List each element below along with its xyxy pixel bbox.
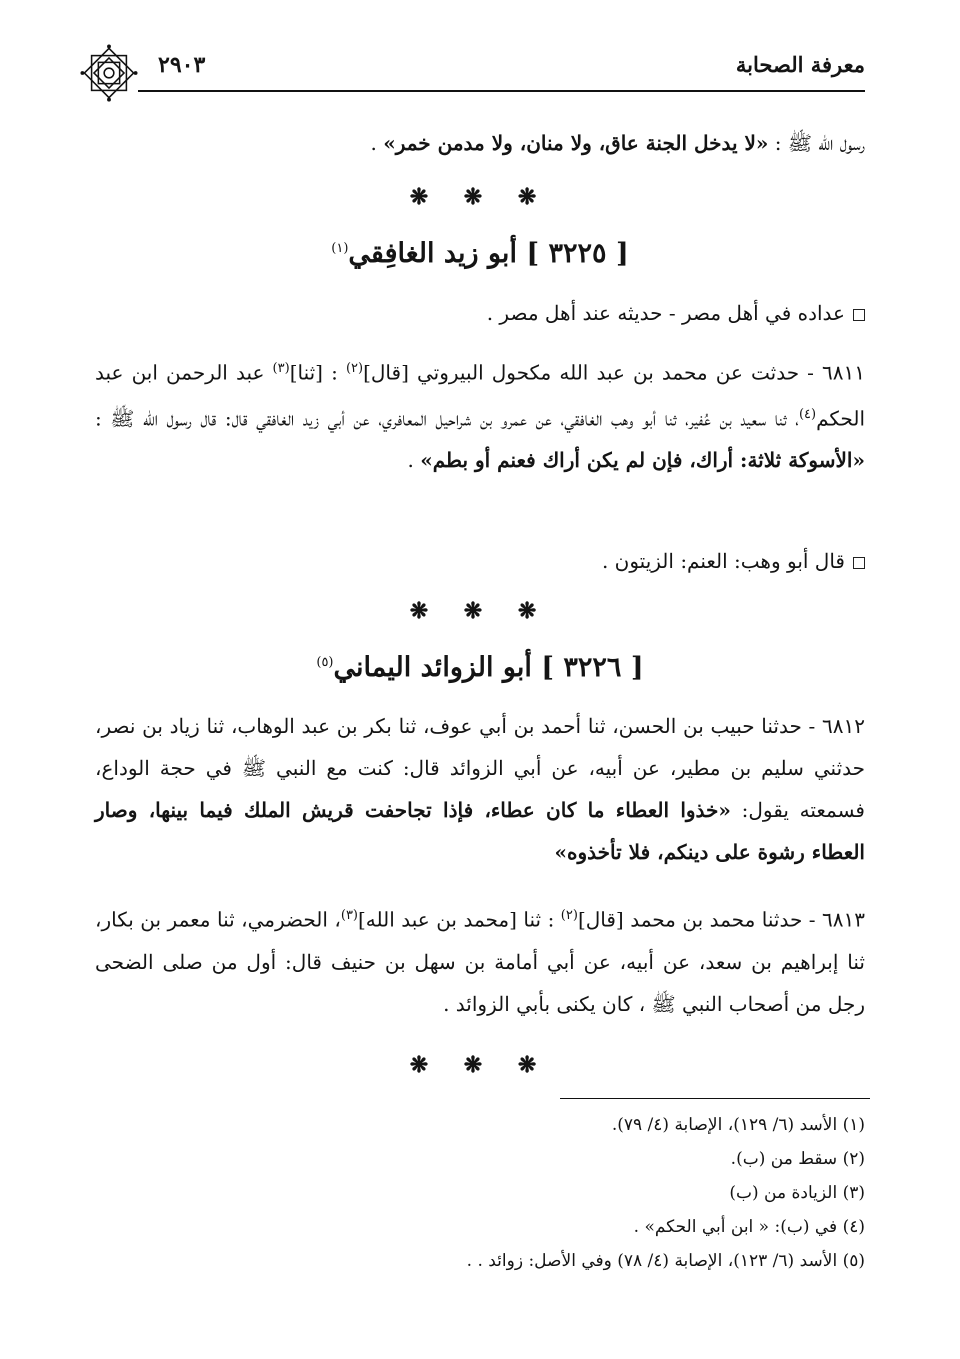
footnote-1: (١) الأسد (٦/ ١٢٩)، الإصابة (٤/ ٧٩). [611,1115,865,1135]
note-3225 [95,292,865,334]
narration-text: : [ثنا] [289,360,346,385]
narration-text: ، ثنا سعيد بن عُفير، ثنا أبو وهب الغافقي، عن عمرو بن شراحيل المعافري، عن أبي زيد الغافقي قال: قال رسول الله ﷺ : [95,406,799,431]
book-title: معرفة الصحابة [735,52,865,77]
footnote-ref: (٢) [345,361,364,376]
footnote-ref: (٣) [272,361,290,376]
footnote-ref: (٢) [560,908,578,923]
narration-text: ٦٨١٢ - حدثنا حبيب بن الحسن، ثنا أحمد بن أبي عوف، ثنا بكر بن عبد الوهاب، ثنا زياد بن نصر، حدثني سليم بن مطير، عن أبيه، عن أبي الزوائد قال: كنت مع النبي ﷺ في حجة الوداع، فسمعته يقول: [95,714,865,822]
hadith-6813 [95,895,865,1025]
closing-line [95,122,865,164]
hadith-6812 [95,705,865,873]
header-rule [138,90,865,92]
footnote-ref: (٥) [316,655,334,670]
hadith-6811 [95,348,865,481]
punctuation: . [370,131,384,155]
section-separator: ❋ ❋ ❋ [409,184,551,210]
prophetic-saying: «الأسوكة ثلاثة: أراك، فإن لم يكن أراك فعنم أو بطم» [420,448,865,473]
narration-text: ٦٨١١ - حدثت عن محمد بن عبد الله مكحول البيروتي [قال] [363,360,865,385]
section-separator: ❋ ❋ ❋ [409,598,551,624]
note-block [95,292,865,334]
narration-text: ٦٨١٣ - حدثنا محمد بن محمد [قال] [577,907,865,932]
entry-heading-3226 [95,652,865,683]
punctuation: . [407,448,421,473]
footnote-5: (٥) الأسد (٦/ ١٢٣)، الإصابة (٤/ ٧٨) وفي الأصل: زوائد . . [466,1251,865,1271]
narration-text: عبد الرحمن ابن عبد الحكم [95,360,865,431]
narration-text: ، الحضرمي، ثنا معمر بن بكار، ثنا إبراهيم بن سعد، عن أبيه، عن أبي أمامة بن سهل بن حنيف قال: أول من صلى الضحى رجل من أصحاب النبي ﷺ ، كان يكنى بأبي الزوائد . [95,907,865,1016]
note-text: قال أبو وهب: العنم: الزيتون . [601,549,845,573]
hadith-paragraph [95,895,865,1025]
entry-heading-3225 [95,238,865,269]
narration-text: : ثنا [محمد بن عبد الله] [358,907,561,932]
footnote-ref: (٤) [798,406,817,422]
star-ornament-icon [80,44,138,102]
hadith-ending [95,122,865,164]
footnote-3: (٣) الزيادة من (ب) [729,1183,865,1203]
footnote-ref: (١) [331,241,349,256]
footnote-4: (٤) في (ب): « ابن أبي الحكم» . [633,1217,865,1237]
prophetic-saying: «لا يدخل الجنة عاق، ولا منان، ولا مدمن خمر» [383,131,769,155]
footnote-rule [560,1098,870,1099]
footnote-2: (٢) سقط من (ب). [730,1149,865,1169]
section-separator: ❋ ❋ ❋ [409,1052,551,1078]
note-text: عداده في أهل مصر - حديثه عند أهل مصر . [486,301,845,325]
note-abu-wahb [95,540,865,582]
note-block [95,540,865,582]
page-header [80,48,865,98]
square-bullet-icon [853,557,865,569]
prophetic-saying: «خذوا العطاء ما كان عطاء، فإذا تجاحفت قريش الملك فيما بينها، وصار العطاء رشوة على دينكم، فلا تأخذوه» [95,798,865,864]
square-bullet-icon [853,309,865,321]
entry-title: [ ٣٢٢٥ ] أبو زيد الغافِقي [348,238,629,269]
hadith-paragraph [95,348,865,481]
page-number: ٢٩٠٣ [158,52,206,78]
narration-text: رسول الله ﷺ : [768,131,865,155]
entry-title: [ ٣٢٢٦ ] أبو الزوائد اليماني [333,652,644,683]
hadith-paragraph [95,705,865,873]
footnotes [95,1108,865,1278]
footnote-ref: (٣) [340,908,358,923]
